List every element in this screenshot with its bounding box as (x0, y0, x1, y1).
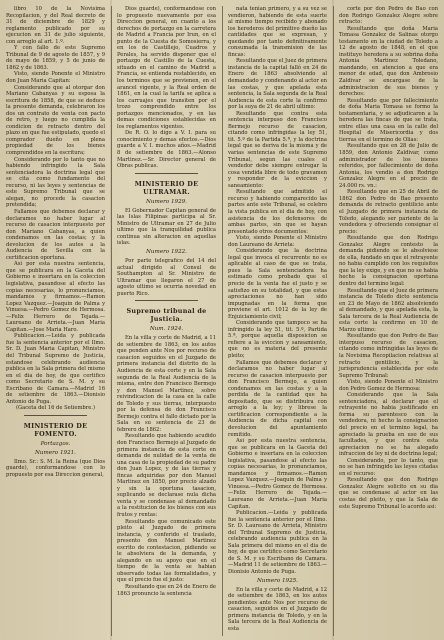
paragraph: En la villa y corte de Madrid, a 11 de setiembre de 1863, en los autos que penden ante Nos por recurso de casacion seguidos en el Juzgado de primera instancia del distrito de la Audiencia de esta corte y en la Sala segunda de la Real Audiencia de la misma, entre don Francisco Bermejo y don Manuel Martinez, sobre reivindicacion de la casa en la calle de Toledo y sus tierras, interpuesto por la defensa de don Francisco Bermejo contra el fallo dictado por la Sala en su sentencia de 23 de febrero de 1862: (117, 335, 216, 433)
paragraph: Resultando que el Juez de primera instancia de la capital falló en 24 de Enero de 1863 absolviendo al demandado y condenando al actor en las costas, y que apelada esta sentencia, la Sala segunda de la Real Audiencia de esta corte la confirmo por la suya de 21 de abril ultimo: (228, 58, 327, 111)
paragraph: Visto, siendo Ponente el Ministro don Juan Maria Capitan: (6, 71, 105, 85)
paragraph: Resultando que por fallecimiento de doña Maria Tomasa se formo la testamentaria, y se adjudicaron a la heredera las fincas de que se trata, entre ellas una casa en la calle del Hospital de Misericordia y dos tierras en el termino de Olias: (339, 97, 438, 143)
paragraph: Visto, siendo Ponente el Ministro don Pedro Gomez de Hermosa: (339, 379, 438, 392)
section-heading-ultramar: MINISTERIO DE ULTRAMAR. (134, 179, 199, 196)
paragraph: Resultando que en 25 de Abril de 1862 don Pedro de Bao presento demanda de retracto gentilicio ante el Juzgado de primera instancia de Toledo, alegando ser pariente de la vendedora y ofreciendo consignar el precio: (339, 189, 438, 235)
paragraph: nata tenian primero, y a su vez se vendieron, habiendo de esta suerte al mismo tiempo recibido y abonado los herederos del primitivo dueño las cantidades que se expresan, y quedando por tanto definitivamente consumada la transmision de las fincas: (228, 6, 327, 58)
paragraph: Considerando que tampoco se ha infringido la ley 51, tit. 5.º, Partida 5.ª, porque aquella disposicion se refiere a la eviccion y saneamiento, que no es materia del presente pleito; (228, 320, 327, 359)
item-number: Numero 1921. (35, 449, 76, 456)
page-fold-shadow (110, 0, 112, 640)
paragraph: Resultando que en 24 de Enero de 1863 pronuncio la sentencia (117, 584, 216, 597)
divider (135, 300, 198, 301)
paragraph: De R. O. lo digo a V. I. para su conocimiento y demas efectos.—Dios guarde a V. I. muchos años.—Madrid 8 de setiembre de 1863.—Alonso Martinez.—Sr. Director general de Obras publicas. (117, 130, 216, 170)
paragraph: Publicacion.—Leida y publicada fue la sentencia anterior por el Ilmo. Sr. D. Laureano de Arrieta, Ministro del Tribunal Supremo de Justicia, celebrando audiencia publica en la Sala primera del mismo en el dia de hoy, de que certifico como Secretario de S. M. y su Escribano de Camara.—Madrid 11 de setiembre de 1863.—Dionisio Antonio de Puga. (228, 510, 327, 576)
paragraph: Asi por esta nuestra sentencia, que se publicara en la Gaceta del Gobierno e insertara en la coleccion legislativa, pasandose al efecto las copias necesarias, lo pronunciamos, mandamos y firmamos.—Ramon Lopez Vazquez.—Joaquin de Palma y Vinuesa.—Pedro Gomez de Hermosa.—Felix Herrero de Tejada.—Laureano de Arrieta.—Juan Maria Capitan.—Jose Maria Haro. (6, 261, 105, 333)
paragraph: Dios guarde), conformandose con lo propuesto nuevamente por esa Direccion general, en cuanto a los derechos de portazgo en la carretera de Madrid a Francia por Irun, en el punto de la Cuesta de Somosierra, y en los de Castillejo, Cuadros y Perales, ha servido disponer que el portazgo de Castillo de la Cuesta, situado en el camino de Madrid a Francia, se entienda restablecido, en los terminos que se previenen, en el arancel vigente, y la Real orden de 1861, en la cual la tarifa se aplica a los carruajes que transiten por el trozo comprendido entre los portazgos mencionados, y en las demas condiciones establecidas en los reglamentos vigentes. (117, 6, 216, 130)
paragraph: Asi por esta nuestra sentencia, que se publicara en la Gaceta del Gobierno e insertara en la coleccion legislativa, pasandose al efecto las copias necesarias, lo pronunciamos, mandamos y firmamos.—Ramon Lopez Vazquez.—Joaquin de Palma y Vinuesa.—Pedro Gomez de Hermosa.—Felix Herrero de Tejada.—Laureano de Arrieta.—Juan Maria Capitan. (228, 438, 327, 510)
paragraph: Publicacion.—Leida y publicada fue la sentencia anterior por el Ilmo. Sr. D. Juan Maria Capitan, Ministro del Tribunal Supremo de Justicia, estandose celebrando audiencia publica en la Sala primera del mismo en el dia de hoy, de que certifico como Secretario de S. M. y su Escribano de Camara.—Madrid 16 de setiembre de 1863.—Dionisio Antonio de Puga. (6, 333, 105, 405)
paragraph: Resultando que contra esta sentencia interpuso don Francisco Bermejo recurso de casacion, citando como infringidas la ley 51, tit. 5.º de la Partida 5.ª, y la doctrina legal que se deriva de la misma y de varias sentencias de este Supremo Tribunal, segun las cuales el vendedor debe siempre entregar la cosa vendida libre de todo gravamen y responder de la eviccion y saneamiento: (228, 110, 327, 189)
section-heading-fomento: MINISTERIO DE FOMENTO. (23, 421, 88, 438)
paragraph: Fallamos que debemos declarar y declaramos no haber lugar al recurso de casacion interpuesto por don Francisco Bermejo, a quien condenamos en las costas y a la perdida de la cantidad que ha depositado, que se distribuira con arreglo a la ley; y librese la certificacion correspondiente a la Audiencia de dicha capital con devolucion del apuntamiento remitido. (228, 359, 327, 438)
column-2 (111, 6, 216, 636)
paragraph: En la villa y corte de Madrid, a 12 de setiembre de 1863, en los autos pendientes ante Nos por recurso de casacion, seguidos en el Juzgado de primera instancia de Toledo, y en la Sala tercera de la Real Audiencia de esta (228, 586, 327, 632)
paragraph: Resultando que doña Maria Tomasa Gonzalez de Salinas otorgo testamento en la ciudad de Toledo a 12 de agosto de 1848, en el que instituyo heredera a su sobrina doña Antonia Martinez Toledano, mandando, en atencion a que era menor de edad, que don Ambrosio Zaldivar se encargase de la administracion de sus bienes y derechos: (339, 25, 438, 98)
divider (24, 415, 87, 416)
subheading: Portazgos. (40, 440, 71, 447)
divider (135, 173, 198, 174)
paragraph: Por parte telegrafico del 14 del actual dirigido al Consul de Southampton al Sr. Ministro de Ultramar que llegaron el 27 de agosto ultimo se ocurria novedad en puerto Rico. (117, 257, 216, 297)
paragraph: Fallamos que debemos declarar y declaramos no haber lugar al recurso de casacion interpuesto por don Mariano Cabanyas, a quien condenamos en las costas; y la devolucion de los autos a la Audiencia de Sevilla con la certificacion oportuna. (6, 208, 105, 261)
item-number: Numero 1925. (257, 577, 298, 584)
paragraph: Y con fallo de este Supremo Tribunal de 9 de agosto de 1857, y 9 de mayo de 1859, y 5 de junio de 1862 y de 1863. (6, 45, 105, 71)
paragraph: Resultando que don Rodrigo Gonzalez Alegre contesto la demanda pidiendo se le absolviese de ella, fundado en que el retrayente no habia cumplido con los requisitos que la ley exige, y en que no se habia hecho la consignacion oportuna dentro del termino legal: (339, 235, 438, 287)
paragraph: Resultando que admitido el recurso y habiendo comparecido las partes ante este Tribunal, se celebro la vista publica en el dia de hoy, con asistencia de los defensores de ambas partes, sin que se hayan presentado otros documentos: (228, 189, 327, 235)
paragraph: Visto, siendo Ponente el Ministro don Laureano de Arrieta: (228, 235, 327, 248)
paragraph: Resultando que el Juez de primera instancia de Toledo dicto sentencia en 23 de Mayo de 1862 absolviendo al demandado, y que apelada esta, la Sala tercera de la Real Audiencia de esta corte la confirmo en 10 de Marzo ultimo: (339, 287, 438, 333)
paragraph: Resultando que comunicado este pleito al Juzgado de primera instancia, y conferido el traslado, presento don Manuel Martinez escrito de contestacion, pidiendo se le absolviera de la demanda, y alegando en su apoyo que en el tiempo de la venta se habian observado todas las formalidades, y que el precio fue el justo: (117, 518, 216, 584)
paragraph: Resultando que don Pedro de Bao interpuso recurso de casacion, citando como infringidas las leyes de la Novisima Recopilacion relativas al retracto gentilicio, y la jurisprudencia establecida por este Supremo Tribunal: (339, 333, 438, 379)
item-number: Num. 1924. (149, 326, 184, 333)
paragraph: Considerando que al otorgar don Mariano Cabanyas y su esposa la escritura de 1858, de que se deduce la presente demanda, celebraron los dos un contrato de venta con pacto de retro, y luego no cumplida la condicion de retracto dentro del plazo en que fue estipulado, quedo el comprador dueño en plena propiedad de los bienes comprendidos en la escritura; (6, 84, 105, 157)
paragraph: Resultando que en 28 de Julio de 1859, don Antonio Zaldivar, como administrador de los bienes referidos, por fallecimiento de doña Antonia, los vendio a don Rodrigo Gonzalez Alegre en el precio de 24.000 rs. vn.: (339, 143, 438, 189)
page-fold-shadow (332, 0, 334, 640)
paragraph: Considerando, por lo tanto, que no se han infringido las leyes citadas en el recurso: (339, 457, 438, 477)
section-heading-tribunal: Supremo tribunal de Justicia. (126, 307, 207, 324)
item-number: Numero 1922. (146, 248, 187, 255)
paragraph: Considerando que la doctrina legal que invoca el recurrente no es aplicable al caso de que se trata, pues la Sala sentenciadora ha estimado como probado que el precio de la venta fue el justo y se satisfizo en su totalidad, y que estas apreciaciones no han sido impugnadas en la forma que previene el art. 1012 de la ley de Enjuiciamiento civil; (228, 248, 327, 320)
column-1 (6, 6, 105, 636)
paragraph: Resultando que habiendo acudido don Francisco Bermejo al Juzgado de primera instancia de esta corte en demanda de nulidad de la venta de una casa de la propiedad de su padre don Juan Lopez, y de las tierras y fincas adquiridas por don Manuel Martinez en 1850, por precio alzado y sin la oportuna tasacion, suplicando se declarase nula dicha venta y se condenase al demandado a la restitucion de los bienes con sus frutos y rentas: (117, 433, 216, 518)
paragraph: El Gobernador Capitan general de las Islas Filipinas participa al Sr. Ministro de Ultramar en 27 de Julio ultimo que la tranquilidad publica continua sin alteracion en aquellas islas. (117, 207, 216, 247)
paragraph: corte por don Pedro de Bao con don Rodrigo Gonzalez Alegre sobre retracto: (339, 6, 438, 26)
paragraph: Considerando que la Sala sentenciadora, al declarar que el retrayente no habia justificado en forma su parentesco con la vendedora, ni hecho la consignacion del precio en el termino legal, ha apreciado la prueba en uso de sus facultades, y que contra esta apreciacion no se ha alegado infraccion de ley ni de doctrina legal; (339, 392, 438, 458)
paragraph: Ilmo. Sr.: S. M. la Reina (que Dios guarde), conformandose con lo propuesto por esa Direccion general, (6, 458, 105, 478)
column-3 (222, 6, 327, 636)
paragraph: libro 10 de la Novisima Recopilacion, y del Real decreto de 31 de diciembre de 1829 y reglamento publicado por su ejecucion en 31 de julio siguiente, con arreglo al art. 1.º. (6, 6, 105, 45)
item-number: Numero 1929. (146, 198, 187, 205)
paragraph: Considerando por lo tanto que no habiendo infringido la Sala sentenciadora la doctrina legal que se cita como fundamento del recurso, ni las leyes y sentencias de este Supremo Tribunal que se alegan, no procede la casacion pretendida; (6, 156, 105, 209)
gaceta-date-note: (Gaceta del 16 de Setiembre.) (16, 405, 95, 412)
paragraph: Resultando que don Rodrigo Gonzalez Alegre solicito en su dia que se condenase al actor en las costas del pleito, y que la Sala de este Supremo Tribunal lo acordo asi: (339, 477, 438, 510)
column-4 (333, 6, 438, 636)
